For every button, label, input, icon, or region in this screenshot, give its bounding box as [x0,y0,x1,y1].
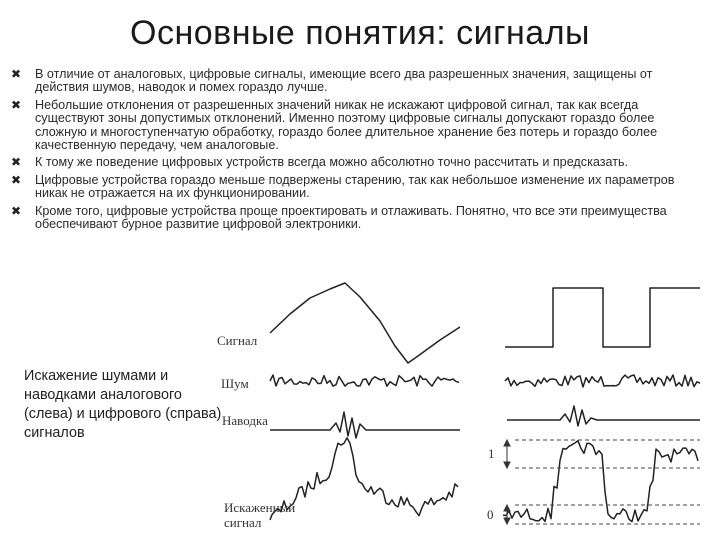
distorted-label: сигнал [224,515,262,530]
x-mark-icon: ✖ [11,155,22,170]
interference-label: Наводка [222,413,268,428]
x-mark-icon: ✖ [11,97,22,112]
bullet-text: Кроме того, цифровые устройства проще проектировать и отлаживать. Понятно, что все эти преимущества обеспечивают бурное развитие цифровой электроники. [35,203,667,232]
analog-signal-wave [270,283,460,363]
level-one-label: 1 [488,446,495,461]
analog-interference-wave [270,412,460,438]
bullet-text: В отличие от аналоговых, цифровые сигналы, имеющие всего два разрешенных значения, защищены от действия шумов, наводок и помех гораздо лучше. [35,67,653,95]
x-mark-icon: ✖ [11,172,22,187]
bullet-text: Цифровые устройства гораздо меньше подвержены старению, так как небольшое изменение их параметров никак не отражается на их функционировании. [35,172,675,201]
digital-interference-wave [507,406,700,426]
x-mark-icon: ✖ [11,67,22,81]
slide-title: Основные понятия: сигналы [130,14,590,52]
level-zero-label: 0 [487,507,494,522]
x-mark-icon: ✖ [11,203,22,218]
figure-caption: Искажение шумами и наводками аналогового (слева) и цифрового (справа) сигналов [24,368,222,441]
signal-label: Сигнал [217,333,258,348]
digital-noise-wave [505,375,700,387]
analog-distorted-wave [270,438,458,520]
digital-distorted-wave [503,441,698,522]
analog-noise-wave [270,375,459,386]
digital-signal-wave [505,288,700,347]
bullet-text: Небольшие отклонения от разрешенных значений никак не искажают цифровой сигнал, так как всегда существуют зоны допустимых отклонений. Именно поэтому цифровые сигналы допускают гораздо более сложную и многоступенчатую обработку, гораздо более длительное хранение без потерь и гораздо более качественную передачу, чем аналоговые. [35,97,658,153]
distorted-label: Искаженный [224,500,296,515]
bullet-text: К тому же поведение цифровых устройств всегда можно абсолютно точно рассчитать и предсказать. [35,155,629,170]
noise-label: Шум [221,376,249,391]
